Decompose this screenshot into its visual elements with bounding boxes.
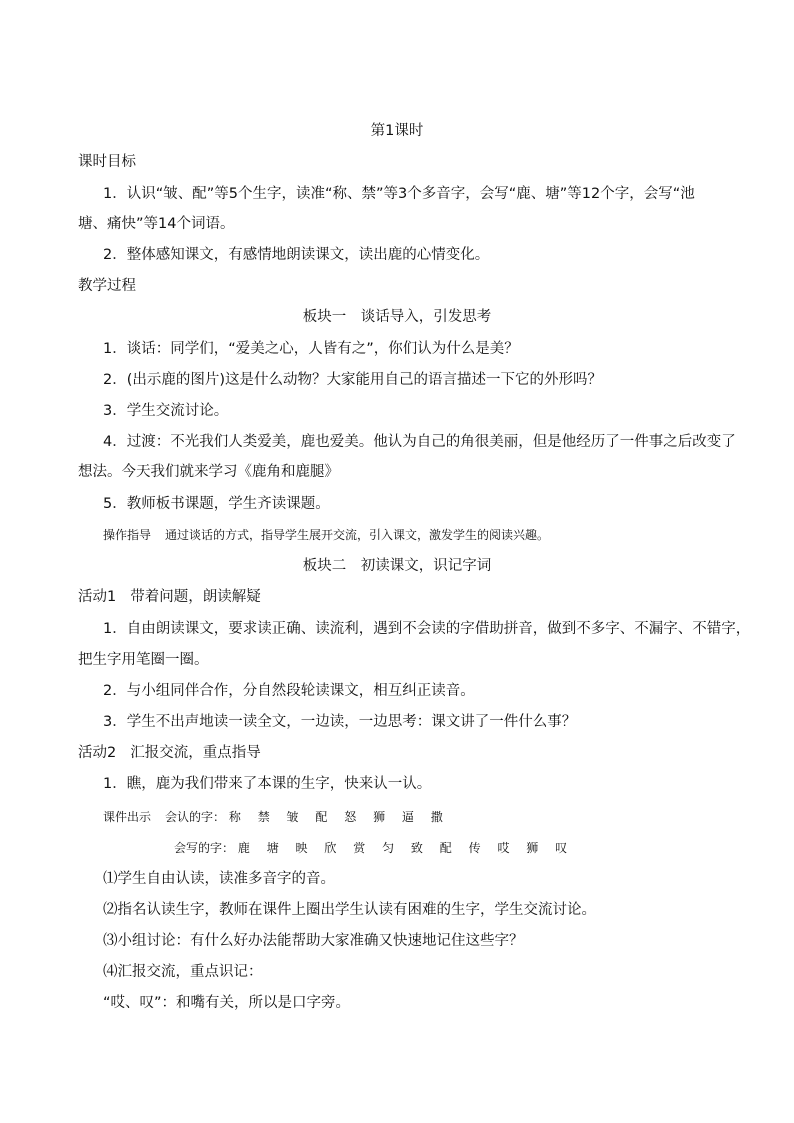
write-char: 映 bbox=[295, 841, 308, 855]
recognize-char: 怒 bbox=[344, 810, 357, 824]
write-char: 致 bbox=[410, 841, 423, 855]
guide-text: 通过谈话的方式，指导学生展开交流，引入课文，激发学生的阅读兴趣。 bbox=[165, 528, 550, 542]
objectives-heading: 课时目标 bbox=[78, 154, 136, 170]
courseware-label: 课件出示 bbox=[103, 810, 152, 824]
block1-item: 2．(出示鹿的图片)这是什么动物？大家能用自己的语言描述一下它的外形吗？ bbox=[103, 372, 603, 388]
recognize-char: 逼 bbox=[401, 810, 414, 824]
recognize-char: 撒 bbox=[430, 810, 443, 824]
write-char: 叹 bbox=[555, 841, 568, 855]
write-char: 狮 bbox=[526, 841, 539, 855]
activity2-step: ⑴学生自由认读，读准多音字的音。 bbox=[103, 871, 335, 887]
block1-item: 5．教师板书课题，学生齐读课题。 bbox=[103, 496, 330, 512]
activity2-heading bbox=[78, 743, 261, 763]
courseware-recognize-row bbox=[103, 807, 456, 827]
write-char: 赏 bbox=[353, 841, 366, 855]
recognize-char: 狮 bbox=[373, 810, 386, 824]
block1-item: 1．谈话：同学们，“爱美之心，人皆有之”，你们认为什么是美？ bbox=[103, 341, 519, 357]
activity1-item: 1．自由朗读课文，要求读正确、读流利，遇到不会读的字借助拼音，做到不多字、不漏字、不错字， bbox=[103, 621, 751, 637]
recognize-label: 会认的字： bbox=[165, 810, 226, 824]
block1-item: 3．学生交流讨论。 bbox=[103, 403, 229, 419]
activity1-item: 3．学生不出声地读一读全文，一边读，一边思考：课文讲了一件什么事？ bbox=[103, 714, 577, 730]
write-char: 欣 bbox=[324, 841, 337, 855]
activity1-item: 把生字用笔圈一圈。 bbox=[78, 652, 209, 668]
guide-label: 操作指导 bbox=[103, 528, 152, 542]
recognize-char: 配 bbox=[315, 810, 328, 824]
activity1-item: 2．与小组同伴合作，分自然段轮读课文，相互纠正读音。 bbox=[103, 683, 475, 699]
write-char: 塘 bbox=[266, 841, 279, 855]
lesson-title: 第1课时 bbox=[370, 123, 424, 139]
activity2-step: ⑶小组讨论：有什么好办法能帮助大家准确又快速地记住这些字？ bbox=[103, 933, 524, 949]
activity1-label: 活动1 bbox=[78, 589, 117, 605]
write-char: 传 bbox=[468, 841, 481, 855]
recognize-char: 称 bbox=[228, 810, 241, 824]
objective-item: 2．整体感知课文，有感情地朗读课文，读出鹿的心情变化。 bbox=[103, 247, 490, 263]
objective-item: 1．认识“皱、配”等5个生字，读准“称、禁”等3个多音字，会写“鹿、塘”等12个字，会写“池 bbox=[103, 186, 695, 202]
activity2-step: ⑵指名认读生字，教师在课件上圈出学生认读有困难的生字，学生交流讨论。 bbox=[103, 902, 596, 918]
block2-title: 板块二 初读课文，识记字词 bbox=[302, 558, 492, 574]
block1-item: 4．过渡：不光我们人类爱美，鹿也爱美。他认为自己的角很美丽，但是他经历了一件事之后改变了 bbox=[103, 434, 736, 450]
write-row bbox=[174, 838, 580, 858]
activity2-intro: 1．瞧，鹿为我们带来了本课的生字，快来认一认。 bbox=[103, 776, 432, 792]
activity2-label: 活动2 bbox=[78, 745, 117, 761]
operation-guide bbox=[103, 525, 549, 545]
write-chars bbox=[238, 841, 580, 855]
recognize-chars bbox=[229, 810, 456, 824]
activity1-heading bbox=[78, 587, 261, 607]
recognize-char: 禁 bbox=[257, 810, 270, 824]
objective-item: 塘、痛快”等14个词语。 bbox=[78, 216, 235, 232]
write-char: 鹿 bbox=[237, 841, 250, 855]
process-heading: 教学过程 bbox=[78, 278, 136, 294]
write-label: 会写的字： bbox=[174, 841, 235, 855]
activity2-step: “哎、叹”：和嘴有关，所以是口字旁。 bbox=[103, 995, 351, 1011]
write-char: 配 bbox=[439, 841, 452, 855]
activity2-step: ⑷汇报交流，重点识记： bbox=[103, 964, 263, 980]
activity2-title: 汇报交流，重点指导 bbox=[130, 745, 261, 761]
activity1-title: 带着问题，朗读解疑 bbox=[130, 589, 261, 605]
block1-item: 想法。今天我们就来学习《鹿角和鹿腿》 bbox=[78, 464, 339, 480]
write-char: 匀 bbox=[382, 841, 395, 855]
recognize-char: 皱 bbox=[286, 810, 299, 824]
write-char: 哎 bbox=[497, 841, 510, 855]
block1-title: 板块一 谈话导入，引发思考 bbox=[302, 309, 492, 325]
